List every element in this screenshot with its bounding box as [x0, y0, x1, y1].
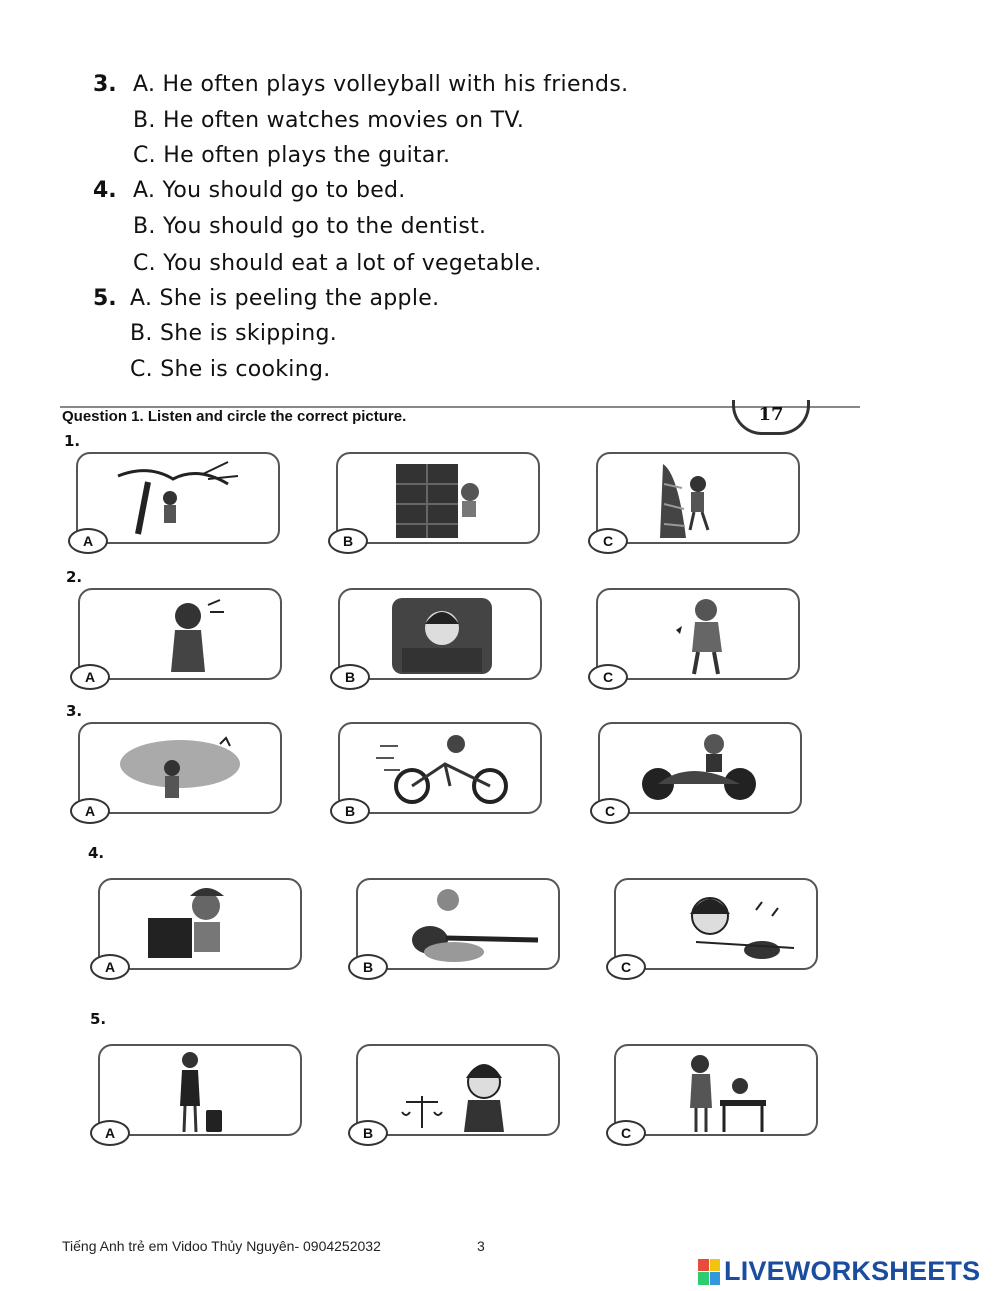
row-number: 3.	[66, 702, 83, 720]
boy-singing-icon	[80, 724, 280, 812]
picture-frame-1b[interactable]	[336, 452, 540, 549]
option-letter[interactable]: B	[328, 528, 368, 554]
option-letter[interactable]: A	[90, 1120, 130, 1146]
option-letter[interactable]: A	[90, 954, 130, 980]
picture-frame-3b[interactable]	[338, 722, 542, 819]
option-letter[interactable]: A	[70, 664, 110, 690]
footer-text: Tiếng Anh trẻ em Vidoo Thủy Nguyên- 0904252032	[62, 1238, 381, 1254]
option-letter[interactable]: C	[590, 798, 630, 824]
option-letter[interactable]: A	[70, 798, 110, 824]
picture-frame-1a[interactable]	[76, 452, 280, 549]
picture-frame-2c[interactable]	[596, 588, 800, 685]
option-letter[interactable]: B	[348, 954, 388, 980]
option-b[interactable]: B. He often watches movies on TV.	[133, 108, 525, 133]
picture-frame-2b[interactable]	[338, 588, 542, 685]
boy-climbing-tree-icon	[78, 454, 278, 542]
option-b[interactable]: B. She is skipping.	[130, 321, 338, 346]
lawyer-scales-icon	[358, 1046, 558, 1134]
girl-piano-icon	[100, 880, 300, 968]
girl-guitar-icon	[358, 880, 558, 968]
option-c[interactable]: C. She is cooking.	[130, 357, 331, 382]
boy-behind-wall-icon	[338, 454, 538, 542]
option-b[interactable]: B. You should go to the dentist.	[133, 214, 487, 239]
option-c[interactable]: C. You should eat a lot of vegetable.	[133, 251, 542, 276]
boy-motorbike-icon	[600, 724, 800, 812]
option-letter[interactable]: C	[588, 528, 628, 554]
question-1-title: Question 1. Listen and circle the correct picture.	[62, 408, 407, 425]
boy-climbing-rock-icon	[598, 454, 798, 542]
option-a[interactable]: A. He often plays volleyball with his friends.	[133, 72, 629, 97]
picture-frame-3c[interactable]	[598, 722, 802, 819]
picture-frame-5a[interactable]	[98, 1044, 302, 1141]
stewardess-icon	[100, 1046, 300, 1134]
picture-frame-4c[interactable]	[614, 878, 818, 975]
option-a[interactable]: A. She is peeling the apple.	[130, 286, 440, 311]
picture-frame-1c[interactable]	[596, 452, 800, 549]
row-number: 4.	[88, 844, 105, 862]
page-badge: 17	[732, 400, 810, 435]
girl-in-bed-icon	[340, 590, 540, 678]
question-number: 3.	[93, 72, 117, 97]
picture-frame-5c[interactable]	[614, 1044, 818, 1141]
question-number: 5.	[93, 286, 117, 311]
picture-frame-5b[interactable]	[356, 1044, 560, 1141]
footer-page-number: 3	[477, 1238, 485, 1254]
teacher-student-icon	[616, 1046, 816, 1134]
brand-name: LIVEWORKSHEETS	[724, 1256, 981, 1286]
picture-frame-3a[interactable]	[78, 722, 282, 819]
option-letter[interactable]: C	[606, 1120, 646, 1146]
row-number: 1.	[64, 432, 81, 450]
girl-violin-icon	[616, 880, 816, 968]
picture-frame-2a[interactable]	[78, 588, 282, 685]
row-number: 5.	[90, 1010, 107, 1028]
option-letter[interactable]: B	[348, 1120, 388, 1146]
boy-cycling-icon	[340, 724, 540, 812]
picture-frame-4a[interactable]	[98, 878, 302, 975]
option-letter[interactable]: C	[588, 664, 628, 690]
girl-backache-icon	[598, 590, 798, 678]
liveworksheets-logo	[698, 1256, 980, 1287]
girl-coughing-icon	[80, 590, 280, 678]
option-letter[interactable]: B	[330, 798, 370, 824]
row-number: 2.	[66, 568, 83, 586]
option-c[interactable]: C. He often plays the guitar.	[133, 143, 451, 168]
picture-frame-4b[interactable]	[356, 878, 560, 975]
option-letter[interactable]: A	[68, 528, 108, 554]
liveworksheets-logo-icon	[698, 1259, 720, 1285]
option-a[interactable]: A. You should go to bed.	[133, 178, 406, 203]
question-number: 4.	[93, 178, 117, 203]
option-letter[interactable]: C	[606, 954, 646, 980]
option-letter[interactable]: B	[330, 664, 370, 690]
